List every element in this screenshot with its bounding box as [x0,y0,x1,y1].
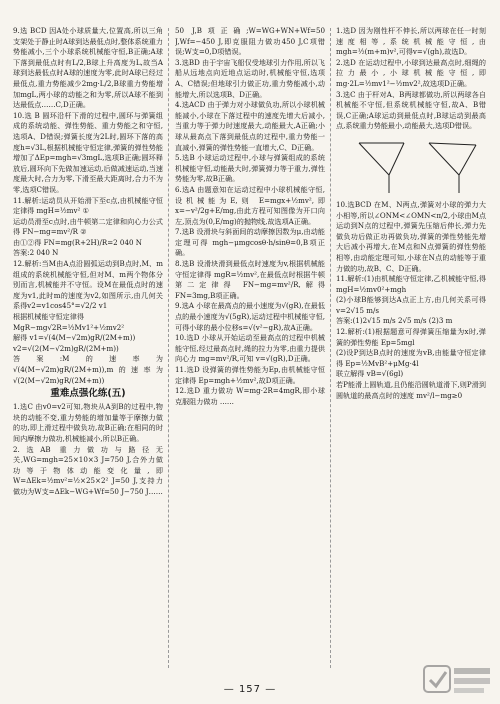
answer-paragraph: 9.选 BCD 因A处小球质量大,位置高,所以三角支架处于静止时A球到达最低点时,整体系统重力势能减小,三个小球系统机械能守恒,B正确;A球下落到最低点时有L/2,B球上升高度为L,故当A球到达最低点时A球的速度为零,此时A球已经过最低点,重力势能减少2mg·L/2,B球重力势能增加mgL,两小球的动能之和为零,所以A球不能到达最低点……C,D正确。 [13,26,163,110]
answer-paragraph: 12.解析:(1)根据题意可得弹簧压缩量为x时,弹簧的弹性势能 Ep=5mgl [336,327,486,347]
answer-paragraph: 12.解析:当M由A点沿圆弧运动到B点时,M、m组成的系统机械能守恒,但对M、m两个物体分别而言,机械能并不守恒。设M在最低点时的速度为v1,此时m的速度为v2,如图所示,由几何关系得v2=v1cos45°=√2/2 v1 [13,259,163,311]
answer-paragraph: 1.选D 因为刚性杆不伸长,所以两球在任一时刻速度相等,系统机械能守恒,由 mgh=½(m+m)v²,可得v=√(gh),故选D。 [336,26,486,57]
answer-paragraph: 4.选ACD 由于弹力对小球做负功,所以小球机械能减小,小球在下落过程中的速度先增大后减小,当重力等于弹力时速度最大,动能最大,A正确;小球从最高点下落到最低点的过程中,重力势能一直减小,弹簧的弹性势能一直增大,C、D正确。 [175,100,325,152]
column-divider-1 [168,28,169,668]
answer-paragraph: 2.选D 在运动过程中,小球到达最高点时,细绳的拉力最小,小球机械能守恒,即 mg·2L=½mv1²−½mv2²,故选项D正确。 [336,57,486,88]
answer-paragraph: 11.解析:(1)由机械能守恒定律,乙机械能守恒,得 mgH=½mv0²+mgh [336,274,486,294]
answer-paragraph: 11.解析:运动员从开始滑下至c点,由机械能守恒定律得 mgH=½mv² ① [13,195,163,216]
diagram-line [429,143,476,145]
page-number: — 157 — [223,684,277,695]
diagram-line [459,145,476,175]
answer-paragraph: 11.选D 设弹簧的弹性势能为Ep,由机械能守恒定律得 Ep=mgh+½mv²,故D项正确。 [175,365,325,385]
answer-paragraph: 答案:2 040 N [13,248,59,258]
column-divider-2 [330,28,331,668]
answer-paragraph: (2)小球B能够到达A点正上方,由几何关系可得 v=2√15 m/s [336,295,486,315]
answer-paragraph: 若P能滑上圆轨道,且仍能沿圆轨道滑下,则P滑到圆轨道的最高点时的速度 mv²/l−mg≥0 [336,380,486,400]
answer-paragraph: 7.选B 设滑块与斜面间的动摩擦因数为μ,由动能定理可得 mgh−μmgcosθ·h/sinθ=0,B项正确。 [175,227,325,258]
answer-paragraph: 10.选D 小球从开始运动至最高点的过程中机械能守恒,经过最高点时,绳的拉力为零,由重力提供向心力 mg=mv²/R,可知 v=√(gR),D正确。 [175,333,325,364]
answer-paragraph: MgR−mg√2R=½Mv1²+½mv2² [13,322,125,332]
answer-paragraph: 根据机械能守恒定律得 [13,312,84,322]
force-diagram [344,135,484,197]
column-1 [13,26,163,676]
answer-paragraph: 5.选B 小球运动过程中,小球与弹簧组成的系统机械能守恒,动能最大时,弹簧弹力等于重力,弹性势能为零,故B正确。 [175,153,325,184]
answer-paragraph: v2=√(2(M−√2m)gR/(2M+m)) [13,343,119,353]
diagram-line [429,143,459,175]
answer-paragraph: (2)设P到达B点时的速度为vB,由能量守恒定律得 Ep=½MvB²+μMg·4l [336,348,486,368]
answer-paragraph: 运动员滑至c点时,由牛顿第二定律和向心力公式得 FN−mg=mv²/R ② [13,216,163,237]
answer-paragraph: 解得 v1=√(4(M−√2m)gR/(2M+m)) [13,333,136,343]
answer-paragraph: 8.选B 设滑块滑到最低点时速度为v,根据机械能守恒定律得 mgR=½mv²,在最低点时根据牛顿第二定律得 FN−mg=mv²/R,解得FN=3mg,B项正确。 [175,259,325,300]
answer-paragraph: 50 J,B项正确;W=WG+WN+Wf=50 J,Wf=−450 J,即克服阻力做功450 J,C项错误;W支=0,D项错误。 [175,26,325,57]
column-3 [336,26,486,676]
answer-paragraph: 10.选 B 圆环沿杆下滑的过程中,圆环与弹簧组成的系统动能、弹性势能、重力势能之和守恒,选项A、D错误;弹簧长度为2L时,圆环下落的高度h=√3L,根据机械能守恒定律,弹簧的弹性势能增加了ΔEp=mgh=√3mgL,选项B正确;圆环释放后,圆环向下先做加速运动,后做减速运动,当速度最大时,合力为零,下滑至最大距离时,合力不为零,选项C错误。 [13,110,163,194]
answer-paragraph: 1.选C 由v0=v2可知,物块从A到B的过程中,物块的动能不变,重力势能的增加量等于摩擦力做的功,即上滑过程中做负功,故B正确;在相同的时间内摩擦力做功,机械能减小,所以B正确。 [13,402,163,443]
answer-paragraph: 3.选C 由于杆对A、B两球都做功,所以两球各自机械能不守恒,但系统机械能守恒,故A、B错误,C正确;A球运动到最低点时,B球运动到最高点,系统重力势能最小,动能最大,选项D错误。 [336,89,486,131]
answer-paragraph: 2.选AB 重力做功与路径无关,WG=mgh=25×10×3 J=750 J,合外力做功等于物体动能变化量,即 W=ΔEk=½mv²=½×25×2² J=50 J,支持力做功为W支=ΔEk−WG+Wf=50 J−750 J…… [13,444,163,496]
answer-paragraph: 9.选A 小球在最高点的最小速度为√(gR),在最低点的最小速度为√(5gR),运动过程中机械能守恒,可得小球的最小位移s=√(v²−gR),故A正确。 [175,301,325,332]
answer-paragraph: 答案:(1)2√15 m/s 2√5 m/s (2)3 m [336,316,453,326]
answer-paragraph: 10.选BCD 在M、N两点,弹簧对小球的弹力大小相等,所以∠ONM<∠OMN<π/2,小球由M点运动到N点的过程中,弹簧先压缩后伸长,弹力先做负功后做正功再做负功,弹簧的弹性势能先增大后减小再增大,在M点和N点弹簧的弹性势能相等,由动能定理可知,小球在N点的动能等于重力做的功,故B、C、D正确。 [336,199,486,273]
diagram-line [389,143,404,175]
answer-paragraph: 12.选D 重力做功 W=mg·2R=4mgR,即小球克服阻力做功 …… [175,386,325,406]
answer-paragraph: 答案:M的速率为√(4(M−√2m)gR/(2M+m)),m的速率为√(2(M−√2m)gR/(2M+m)) [13,354,163,385]
watermark-logo [422,660,494,700]
column-2 [175,26,325,676]
answer-paragraph: 6.选A 由题意知在运动过程中小球机械能守恒,设机械能为E,则 E=mgx+½mv²,即 x=−v²/2g+E/mg,由此方程可知图像为开口向左,顶点为(0,E/mg)的抛物线,故选项A正确。 [175,184,325,226]
answer-paragraph: 联立解得 vB=√(6gl) [336,369,404,379]
answer-paragraph: 3.选BD 由于宇宙飞船仅受地球引力作用,所以飞船从远地点向近地点运动时,机械能守恒,选项A、C错误;但地球引力做正功,重力势能减小,动能增大,所以选项B、D正确。 [175,57,325,99]
answer-paragraph: 由①②得 FN=mg(R+2H)/R=2 040 N [13,237,142,247]
section-title: 重难点强化练(五) [50,388,126,400]
diagram-line [359,143,389,175]
